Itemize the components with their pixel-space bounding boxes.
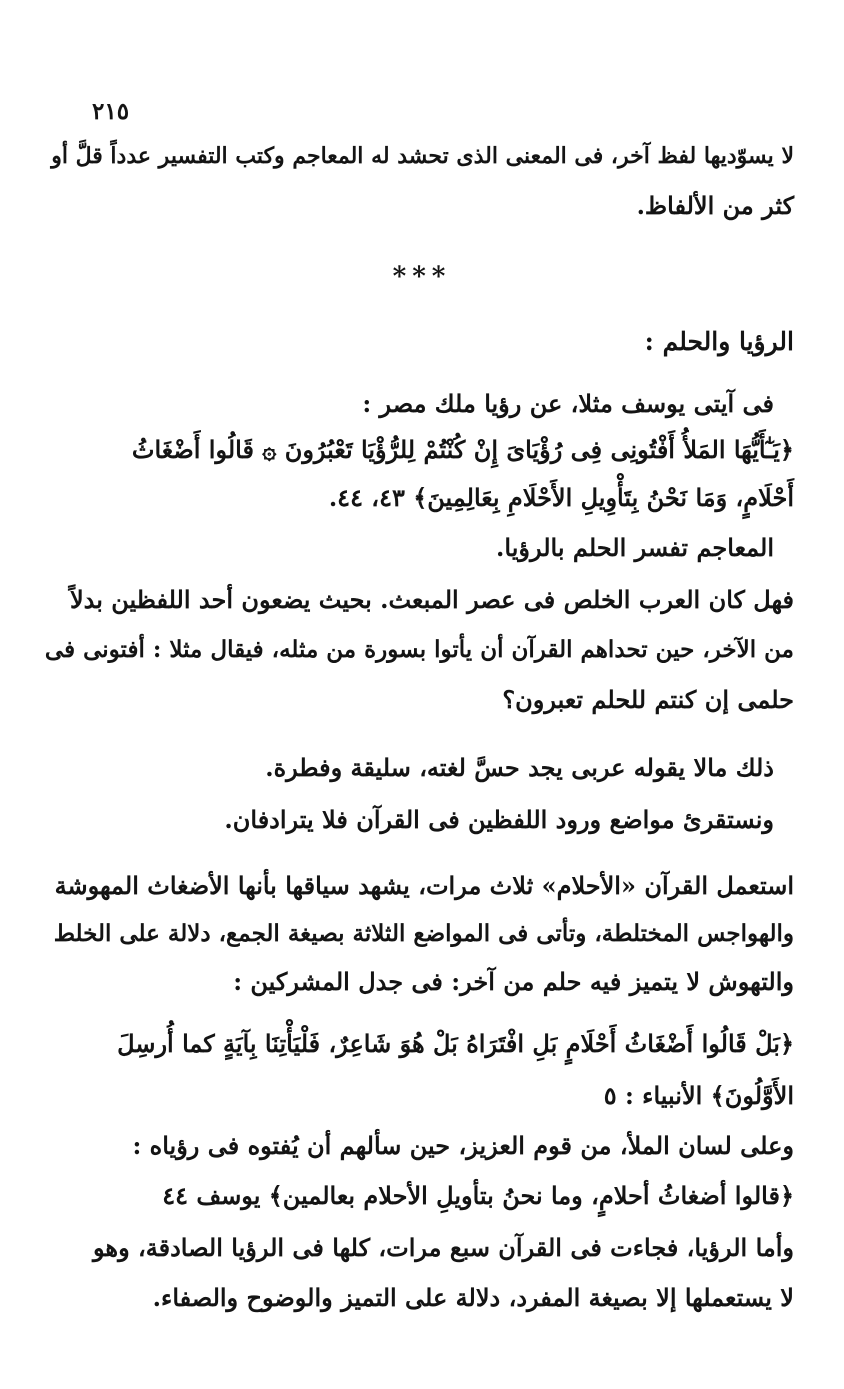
paragraph-line: ذلك مالا يقوله عربى يجد حسَّ لغته، سليقة وفطرة. [265, 753, 774, 782]
section-separator: *** [392, 262, 452, 292]
quran-quote-line: أَحْلَامٍ، وَمَا نَحْنُ بِتَأْوِيلِ الأَحْلَامِ بِعَالِمِينَ﴾ ٤٣، ٤٤. [328, 483, 794, 512]
quran-quote-line: ﴿قالوا أضغاثُ أحلامٍ، وما نحنُ بتأويلِ الأحلام بعالمين﴾ يوسف ٤٤ [162, 1181, 794, 1210]
paragraph-line: استعمل القرآن «الأحلام» ثلاث مرات، يشهد سياقها بأنها الأضغاث المهوشة [54, 871, 794, 900]
paragraph-line: والهواجس المختلطة، وتأتى فى المواضع الثلاثة بصيغة الجمع، دلالة على الخلط [53, 920, 794, 947]
page-number: ٢١٥ [92, 98, 130, 125]
paragraph-line: ونستقرئ مواضع ورود اللفظين فى القرآن فلا يترادفان. [224, 805, 774, 834]
paragraph-line: وعلى لسان الملأ، من قوم العزيز، حين سألهم أن يُفتوه فى رؤياه : [132, 1131, 794, 1160]
section-heading: الرؤيا والحلم : [644, 327, 794, 356]
paragraph-line: فهل كان العرب الخلص فى عصر المبعث. بحيث يضعون أحد اللفظين بدلاً [69, 585, 794, 614]
paragraph-line: المعاجم تفسر الحلم بالرؤيا. [496, 533, 774, 562]
intro-line-2: كثر من الألفاظ. [636, 191, 794, 220]
quran-quote-line: ﴿بَلْ قَالُوا أَضْغَاثُ أَحْلَامٍ بَلِ افْتَرَاهُ بَلْ هُوَ شَاعِرٌ، فَلْيَأْتِنَا بِآيَةٍ كما أُرسِلَ [117, 1029, 794, 1058]
quran-quote-line: ﴿يَـٰٓأَيُّهَا المَلأُ أَفْتُونِى فِى رُؤْيَاىَ إِنْ كُنْتُمْ لِلرُّؤْيَا تَعْبُرُونَ ۞ قَالُوا أَضْغَاثُ [131, 435, 794, 464]
paragraph-line: لا يستعملها إلا بصيغة المفرد، دلالة على التميز والوضوح والصفاء. [152, 1283, 794, 1312]
paragraph-line: حلمى إن كنتم للحلم تعبرون؟ [502, 685, 794, 714]
paragraph-line: فى آيتى يوسف مثلا، عن رؤيا ملك مصر : [362, 389, 774, 418]
paragraph-line: من الآخر، حين تحداهم القرآن أن يأتوا بسورة من مثله، فيقال مثلا : أفتونى فى [44, 636, 794, 663]
quran-quote-line: الأَوَّلُونَ﴾ الأنبياء : ٥ [603, 1081, 794, 1110]
paragraph-line: وأما الرؤيا، فجاءت فى القرآن سبع مرات، كلها فى الرؤيا الصادقة، وهو [93, 1233, 794, 1262]
paragraph-line: والتهوش لا يتميز فيه حلم من آخر: فى جدل المشركين : [233, 967, 794, 996]
intro-line-1: لا يسوّديها لفظ آخر، فى المعنى الذى تحشد له المعاجم وكتب التفسير عدداً قلَّ أو [51, 143, 794, 169]
